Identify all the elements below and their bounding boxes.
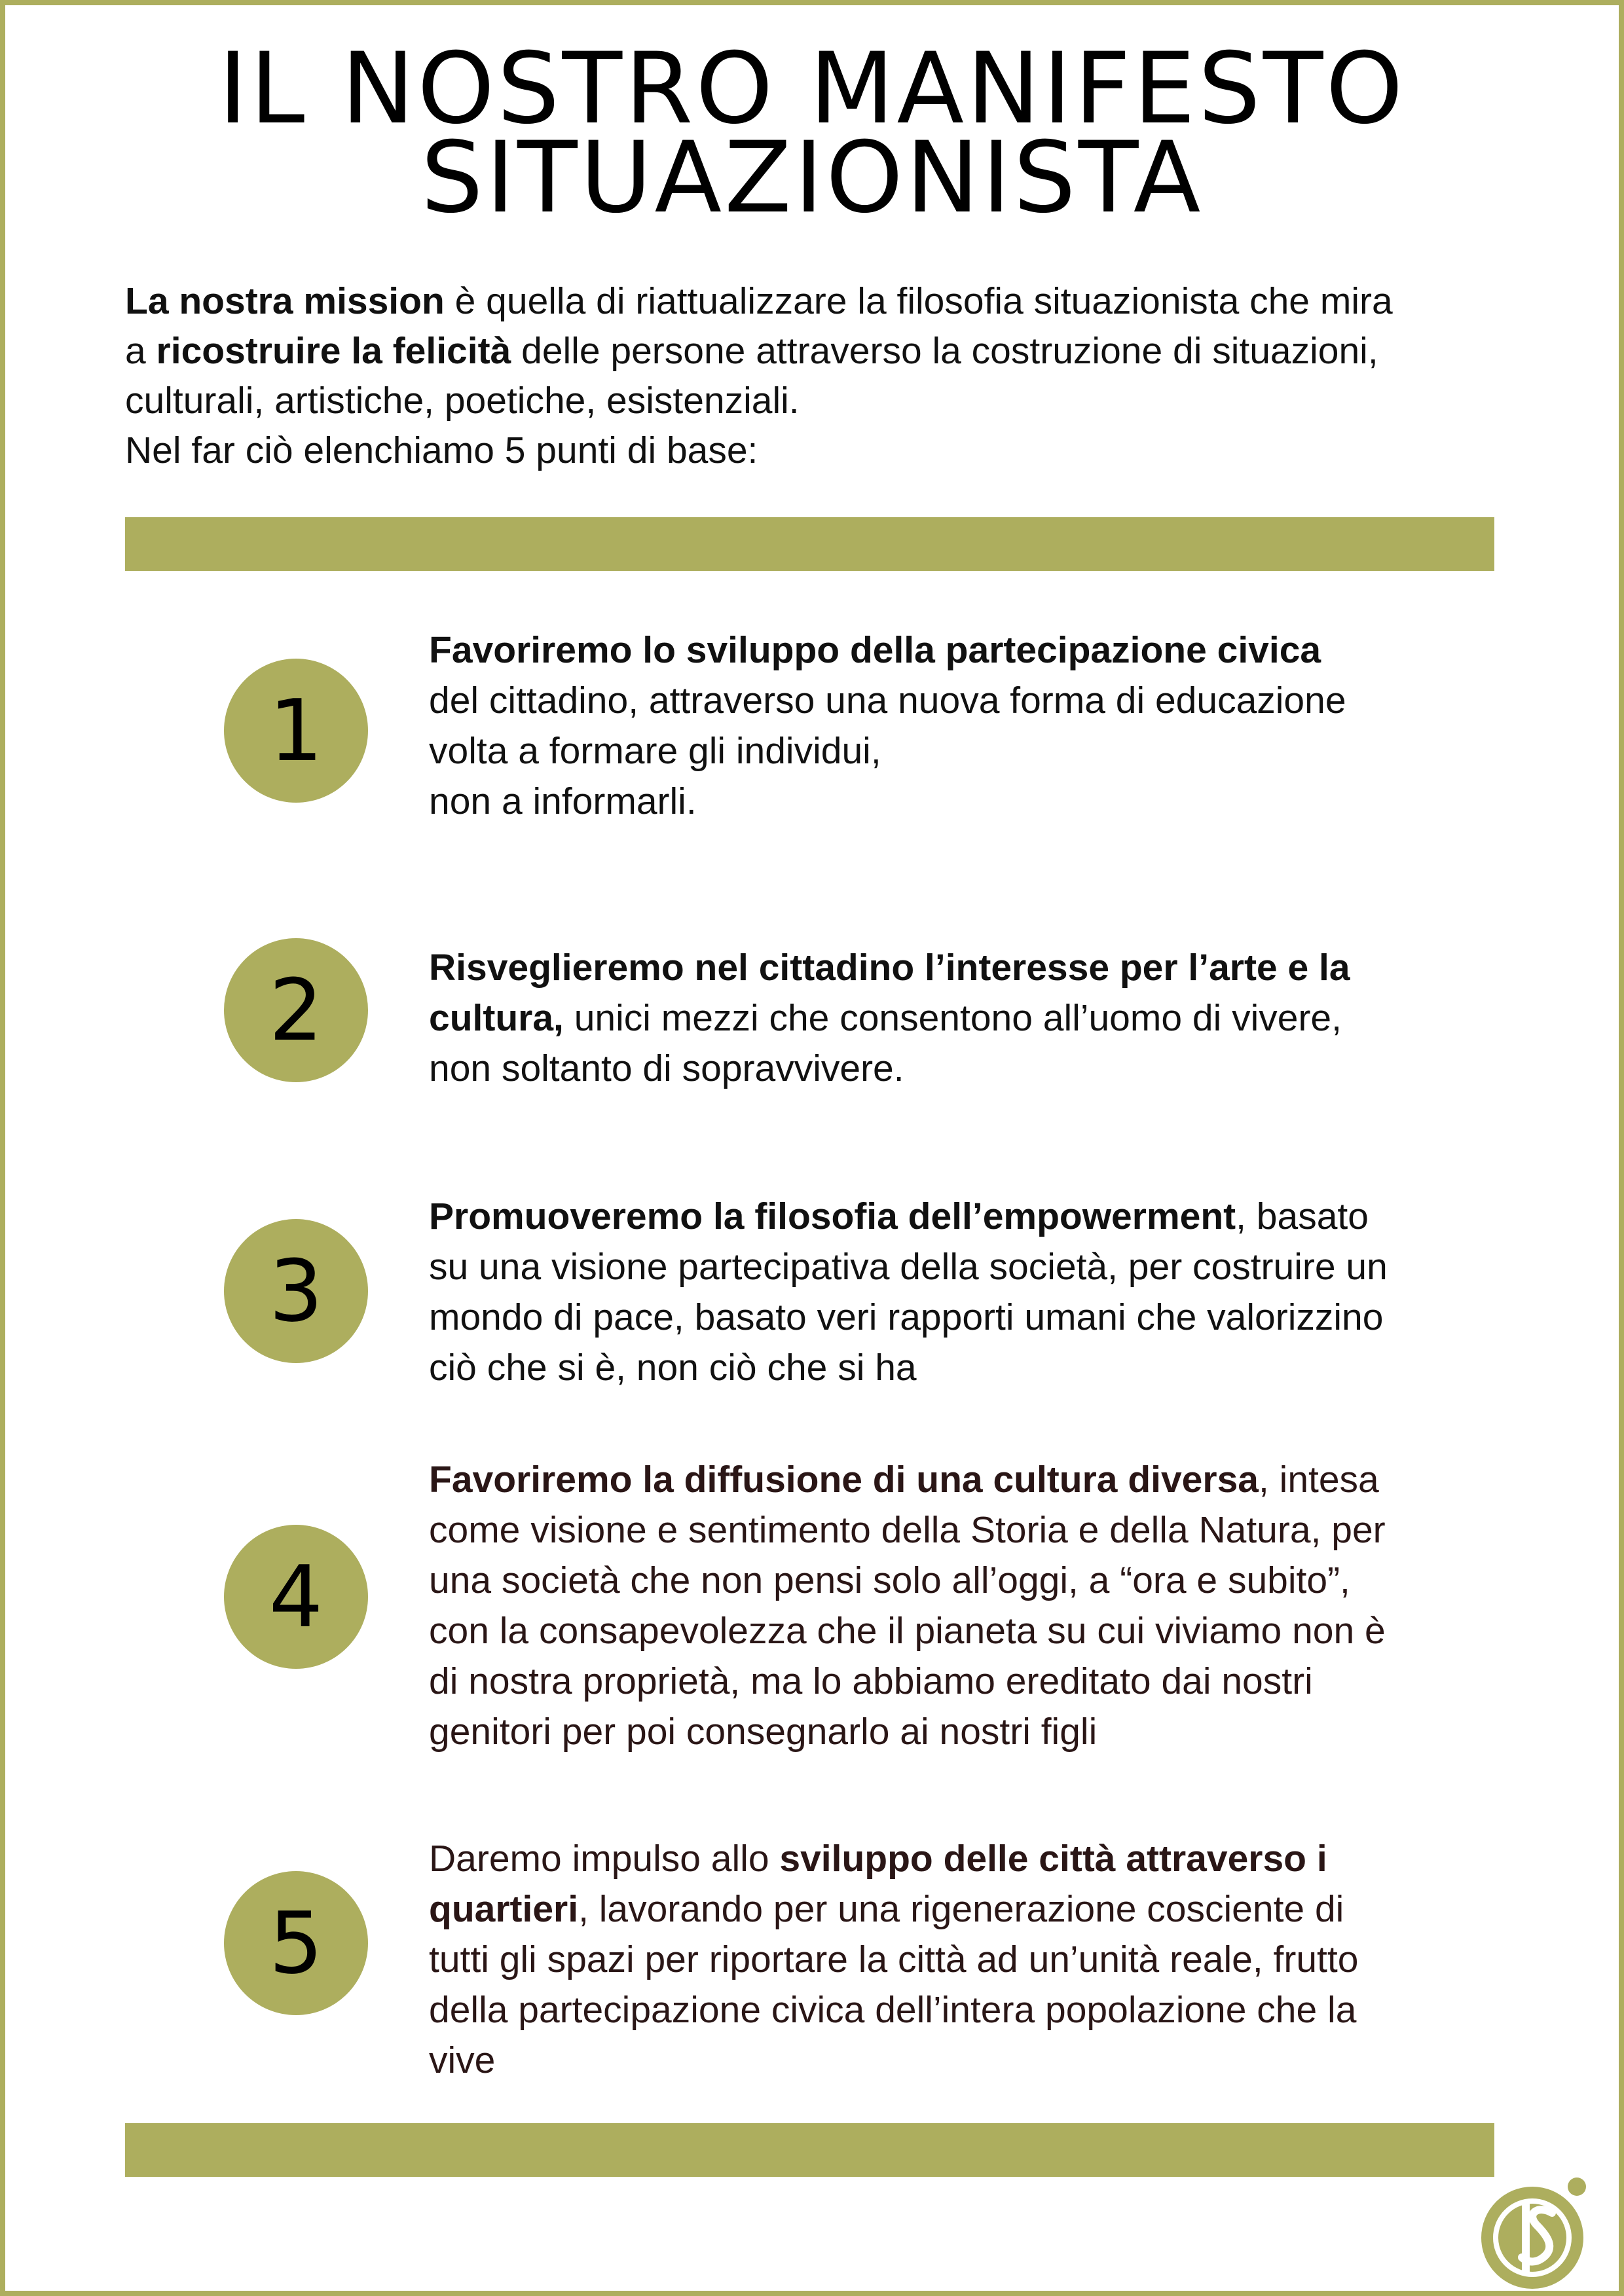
point-1-line-1 [429, 625, 1516, 676]
intro-paragraph [125, 276, 1566, 475]
point-4-text [429, 1455, 1516, 1757]
point-2-line-2 [429, 993, 1516, 1044]
intro-line-2 [125, 326, 1566, 376]
point-4-bold: Favoriremo la diffusione di una cultura diversa [429, 1459, 1259, 1501]
point-4-line-4: con la consapevolezza che il pianeta su cui viviamo non è [429, 1610, 1386, 1652]
intro-mission-bold: La nostra mission [125, 280, 445, 322]
title-line-2: SITUAZIONISTA [420, 121, 1204, 235]
point-3-text [429, 1192, 1516, 1393]
point-3-line-1 [429, 1192, 1516, 1242]
point-2-bold-1: Risveglieremo nel cittadino l’interesse per l’arte e la [429, 947, 1350, 989]
point-4-line-5: di nostra proprietà, ma lo abbiamo ereditato dai nostri [429, 1660, 1313, 1702]
point-4-line-2: come visione e sentimento della Storia e della Natura, per [429, 1509, 1386, 1551]
point-2-text [429, 943, 1516, 1094]
point-2-bold-2: cultura, [429, 997, 564, 1039]
point-1-text [429, 625, 1516, 827]
point-5-text [429, 1834, 1516, 2086]
logo-icon [1473, 2172, 1591, 2290]
point-4-text-1: , intesa [1258, 1459, 1379, 1501]
point-5-line-4: della partecipazione civica dell’intera popolazione che la [429, 1989, 1357, 2031]
point-5-line-1 [429, 1834, 1516, 1884]
point-2-line-1 [429, 943, 1516, 993]
intro-text-2b: delle persone attraverso la costruzione di situazioni, [511, 330, 1378, 372]
page-title [0, 32, 1624, 235]
point-4-number-badge: 4 [224, 1525, 368, 1669]
point-1-line-3: volta a formare gli individui, [429, 730, 881, 772]
intro-line-4: Nel far ciò elenchiamo 5 punti di base: [125, 429, 758, 471]
intro-line-3: culturali, artistiche, poetiche, esistenziali. [125, 380, 800, 422]
point-5-bold-1: sviluppo delle città attraverso i [779, 1838, 1327, 1880]
point-3-bold: Promuoveremo la filosofia dell’empowerment [429, 1195, 1236, 1237]
point-5-line-2 [429, 1884, 1516, 1935]
point-5-number-badge: 5 [224, 1871, 368, 2015]
point-4-line-1 [429, 1455, 1516, 1505]
point-3-line-4: ciò che si è, non ciò che si ha [429, 1347, 917, 1389]
intro-line-1 [125, 276, 1566, 326]
point-2-number-badge: 2 [224, 938, 368, 1082]
point-3-line-3: mondo di pace, basato veri rapporti umani che valorizzino [429, 1296, 1384, 1338]
point-5-bold-2: quartieri [429, 1888, 579, 1930]
intro-text-1: è quella di riattualizzare la filosofia situazionista che mira [444, 280, 1393, 322]
point-1-line-2: del cittadino, attraverso una nuova forma di educazione [429, 680, 1346, 721]
point-4-line-6: genitori per poi consegnarlo ai nostri figli [429, 1711, 1098, 1753]
top-divider-bar [125, 517, 1494, 571]
point-3-line-2: su una visione partecipativa della società, per costruire un [429, 1246, 1388, 1288]
point-1-bold: Favoriremo lo sviluppo della partecipazione civica [429, 629, 1321, 671]
bottom-divider-bar [125, 2123, 1494, 2177]
intro-felicita-bold: ricostruire la felicità [156, 330, 511, 372]
point-2-text-2: unici mezzi che consentono all’uomo di vivere, [563, 997, 1342, 1039]
point-3-number-badge: 3 [224, 1219, 368, 1363]
point-2-line-3: non soltanto di sopravvivere. [429, 1048, 904, 1089]
point-1-number-badge: 1 [224, 659, 368, 803]
point-3-text-1: , basato [1236, 1195, 1369, 1237]
point-4-line-3: una società che non pensi solo all’oggi, a “ora e subito”, [429, 1559, 1350, 1601]
intro-text-2a: a [125, 330, 157, 372]
point-5-line-3: tutti gli spazi per riportare la città ad un’unità reale, frutto [429, 1939, 1359, 1980]
point-5-text-1: Daremo impulso allo [429, 1838, 780, 1880]
point-5-line-5: vive [429, 2039, 496, 2081]
point-1-line-4: non a informarli. [429, 780, 697, 822]
title-line-1: IL NOSTRO MANIFESTO [218, 32, 1406, 146]
point-5-text-2: , lavorando per una rigenerazione cosciente di [578, 1888, 1344, 1930]
